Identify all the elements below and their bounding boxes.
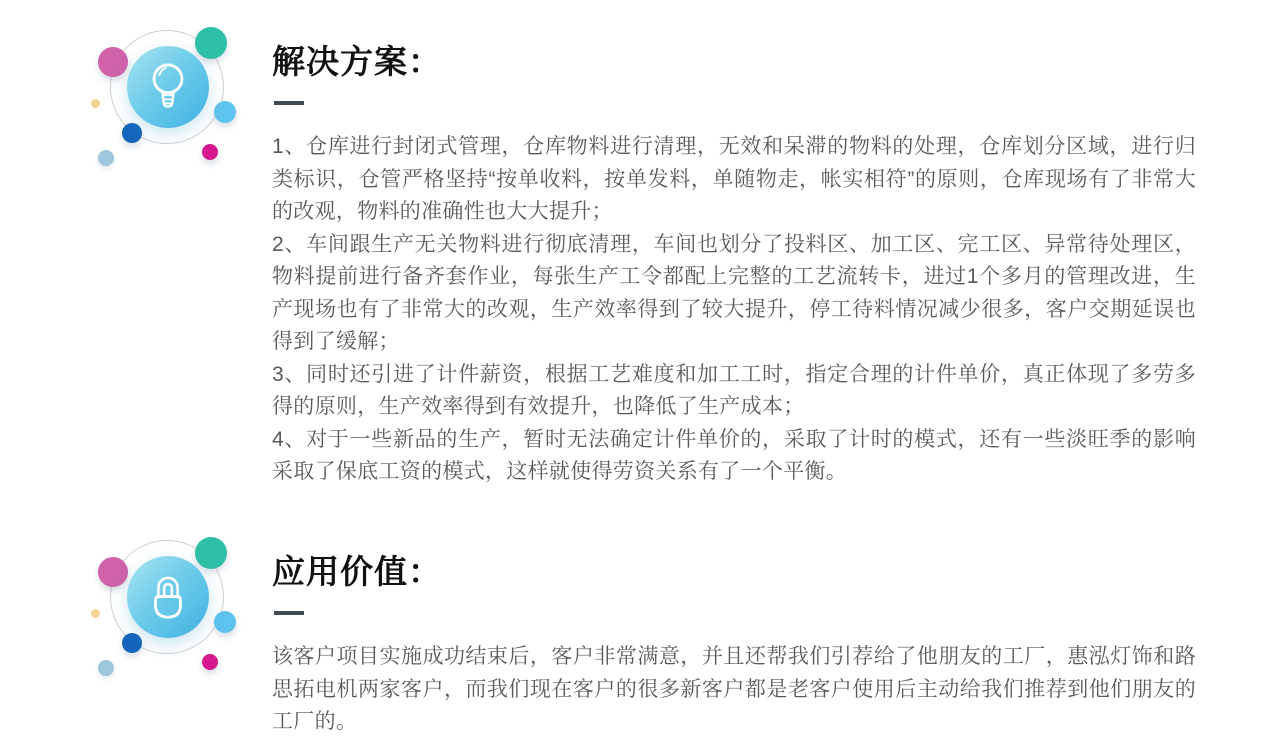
decor-dot-amber xyxy=(91,609,100,618)
decor-dot-paleblue xyxy=(98,660,114,676)
lightbulb-icon xyxy=(145,60,191,114)
decor-dot-pink xyxy=(98,47,128,77)
decor-dot-amber xyxy=(91,99,100,108)
value-paragraph-1: 该客户项目实施成功结束后，客户非常满意，并且还帮我们引荐给了他朋友的工厂，惠泓灯饰和路思拓电机两家客户，而我们现在客户的很多新客户都是老客户使用后主动给我们推荐到他们朋友的工厂的。 xyxy=(272,645,1196,733)
icon-bubble xyxy=(127,46,209,128)
decor-dot-royalblue xyxy=(122,633,142,653)
solution-icon-cluster xyxy=(85,15,245,185)
decor-dot-royalblue xyxy=(122,123,142,143)
section-application-value xyxy=(0,525,1264,754)
value-icon-cluster xyxy=(85,525,245,695)
section-solution xyxy=(0,15,1264,515)
value-paragraphs xyxy=(272,641,1196,739)
solution-paragraph-2: 2、车间跟生产无关物料进行彻底清理，车间也划分了投料区、加工区、完工区、异常待处理区，物料提前进行备齐套作业，每张生产工令都配上完整的工艺流转卡，进过1个多月的管理改进，生产现场也有了非常大的改观，生产效率得到了较大提升，停工待料情况减少很多，客户交期延误也得到了缓解； xyxy=(272,232,1196,353)
decor-dot-teal xyxy=(195,537,227,569)
solution-paragraph-4: 4、对于一些新品的生产，暂时无法确定计件单价的，采取了计时的模式，还有一些淡旺季的影响采取了保底工资的模式，这样就使得劳资关系有了一个平衡。 xyxy=(272,427,1196,483)
decor-dot-sky xyxy=(214,611,236,633)
decor-dot-magenta xyxy=(202,144,218,160)
decor-dot-sky xyxy=(214,101,236,123)
decor-dot-magenta xyxy=(202,654,218,670)
value-title-underline xyxy=(274,611,304,615)
solution-title: 解决方案： xyxy=(272,43,442,80)
icon-bubble xyxy=(127,556,209,638)
lock-icon xyxy=(145,571,191,623)
solution-paragraph-1: 1、仓库进行封闭式管理，仓库物料进行清理，无效和呆滞的物料的处理，仓库划分区域，进行归类标识，仓管严格坚持“按单收料，按单发料，单随物走，帐实相符”的原则，仓库现场有了非常大的改观，物料的准确性也大大提升； xyxy=(272,135,1196,223)
decor-dot-pink xyxy=(98,557,128,587)
solution-title-underline xyxy=(274,101,304,105)
solution-paragraphs xyxy=(272,131,1196,489)
decor-dot-paleblue xyxy=(98,150,114,166)
solution-paragraph-3: 3、同时还引进了计件薪资，根据工艺难度和加工工时，指定合理的计件单价，真正体现了多劳多得的原则，生产效率得到有效提升，也降低了生产成本； xyxy=(272,362,1196,418)
value-title: 应用价值： xyxy=(272,553,442,590)
decor-dot-teal xyxy=(195,27,227,59)
